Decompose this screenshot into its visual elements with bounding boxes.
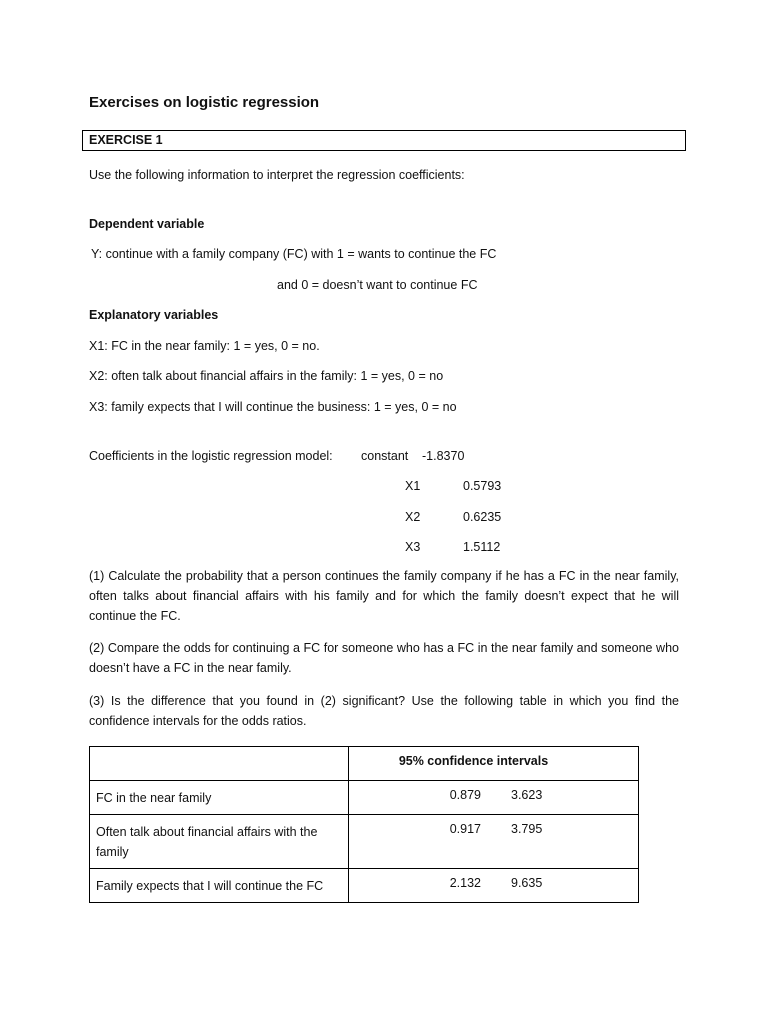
coef-value-x2: 0.6235: [463, 510, 502, 524]
explanatory-heading: Explanatory variables: [89, 308, 219, 322]
question-2: (2) Compare the odds for continuing a FC for someone who has a FC in the near family and someone who doesn’t have a FC in the near family.: [89, 641, 679, 675]
row-values: [349, 781, 639, 815]
exercise-label: EXERCISE 1: [89, 133, 163, 147]
explanatory-x2: X2: often talk about financial affairs in the family: 1 = yes, 0 = no: [89, 369, 444, 383]
row-label: Family expects that I will continue the FC: [90, 869, 349, 903]
row-label: Often talk about financial affairs with the family: [90, 815, 349, 869]
coef-name-x3: X3: [405, 540, 421, 554]
table-row: [90, 781, 639, 815]
question-1: (1) Calculate the probability that a person continues the family company if he has a FC in the near family, often talks about financial affairs with his family and for which the family doesn’t expect that he will continue the FC.: [89, 569, 679, 623]
row-values: [349, 815, 639, 869]
dependent-line-2: and 0 = doesn’t want to continue FC: [277, 278, 478, 292]
explanatory-x3: X3: family expects that I will continue the business: 1 = yes, 0 = no: [89, 400, 457, 414]
row-label: FC in the near family: [90, 781, 349, 815]
table-row: [90, 869, 639, 903]
ci-high: 3.795: [511, 822, 543, 836]
table-header-row: [90, 747, 639, 781]
table-header-cell: 95% confidence intervals: [349, 747, 639, 781]
coef-value-constant: -1.8370: [422, 449, 465, 463]
page-title: Exercises on logistic regression: [89, 94, 320, 111]
coefficients-label: Coefficients in the logistic regression model:: [89, 449, 333, 463]
ci-low: 2.132: [449, 876, 481, 890]
coef-name-constant: constant: [361, 449, 409, 463]
question-3: (3) Is the difference that you found in (2) significant? Use the following table in which you find the confidence intervals for the odds ratios.: [89, 694, 679, 728]
confidence-interval-table: [89, 746, 639, 903]
table-row: [90, 815, 639, 869]
coef-value-x1: 0.5793: [463, 479, 502, 493]
coef-name-x2: X2: [405, 510, 421, 524]
coef-name-x1: X1: [405, 479, 421, 493]
intro-text: Use the following information to interpret the regression coefficients:: [89, 168, 465, 182]
exercise-header-box: [82, 130, 686, 151]
row-values: [349, 869, 639, 903]
ci-low: 0.917: [449, 822, 481, 836]
explanatory-x1: X1: FC in the near family: 1 = yes, 0 = no.: [89, 339, 320, 353]
coef-value-x3: 1.5112: [463, 540, 501, 554]
dependent-line-1: Y: continue with a family company (FC) with 1 = wants to continue the FC: [91, 247, 497, 261]
dependent-heading: Dependent variable: [89, 217, 205, 231]
ci-high: 3.623: [511, 788, 543, 802]
ci-low: 0.879: [449, 788, 481, 802]
table-header-empty-cell: [90, 747, 349, 781]
ci-high: 9.635: [511, 876, 543, 890]
